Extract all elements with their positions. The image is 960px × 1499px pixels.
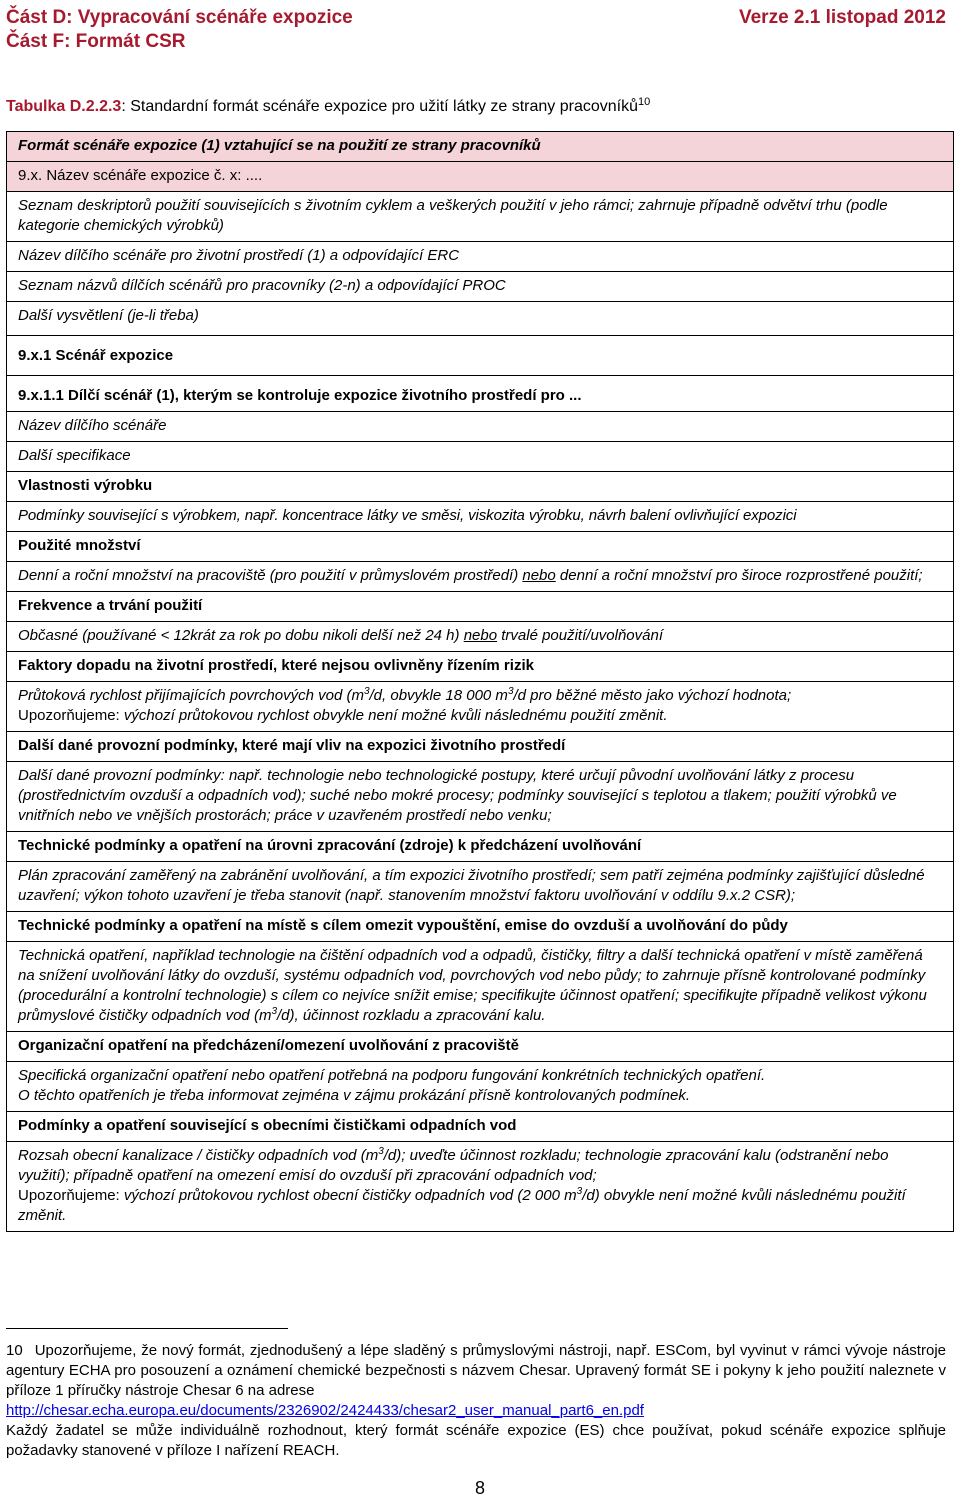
onsite-measures-text-c: /d), účinnost rozkladu a zpracování kalu. [277, 1007, 546, 1024]
amount-used-text-c: denní a roční množství pro široce rozprostřené použití; [555, 567, 923, 584]
worker-subscenarios-text: Seznam názvů dílčích scénářů pro pracovníky (2-n) a odpovídající PROC [18, 277, 506, 294]
operational-conditions-row [7, 762, 953, 832]
subscenario-name-text: Název dílčího scénáře [18, 417, 167, 434]
municipal-stp-note-b: /d) obvykle není možné kvůli následnému použití změnit. [18, 1187, 906, 1224]
amount-used-or: nebo [522, 567, 556, 584]
flow-rate-sup-2: 3 [507, 686, 514, 697]
env-factors-heading [7, 652, 953, 682]
page-header [6, 6, 946, 54]
table-caption-text: : Standardní formát scénáře expozice pro užití látky ze strany pracovníků [121, 98, 639, 115]
further-spec-row [7, 442, 953, 472]
product-properties-text: Vlastnosti výrobku [18, 477, 153, 494]
descriptors-text: Seznam deskriptorů použití souvisejících s životním cyklem a veškerých použití v jeho rámci; zahrnuje případně odvětví trhu (podle kategorie chemických výrobků) [18, 197, 888, 234]
municipal-stp-row [7, 1142, 953, 1231]
onsite-measures-heading-text: Technické podmínky a opatření na místě s cílem omezit vypouštění, emise do ovzduší a uvolňování do půdy [18, 917, 788, 934]
product-conditions-row [7, 502, 953, 532]
operational-conditions-heading-text: Další dané provozní podmínky, které mají vliv na expozici životního prostředí [18, 737, 566, 754]
worker-subscenarios-row [7, 272, 953, 302]
further-spec-text: Další specifikace [18, 447, 131, 464]
organisational-row [7, 1062, 953, 1112]
footnote-text-2: Každý žadatel se může individuálně rozhodnout, který formát scénáře expozice (ES) chce používat, pokud scénáře expozice splňuje požadavky stanovené v příloze I nařízení REACH. [6, 1422, 946, 1459]
header-part-d: Část D: Vypracování scénáře expozice [6, 7, 353, 28]
further-explanation-text: Další vysvětlení (je-li třeba) [18, 307, 199, 324]
footnote-separator [6, 1328, 288, 1329]
amount-used-heading [7, 532, 953, 562]
operational-conditions-text: Další dané provozní podmínky: např. technologie nebo technologické postupy, které určují původní uvolňování látky z procesu (prostřednictvím ovzduší a odpadních vod); suché nebo mokré procesy; podmínky související s teplotou a tlakem; použití výrobků ve vnitřních nebo ve vnějších prostorách; práce v uzavřeném prostředí nebo venku; [18, 767, 897, 824]
frequency-or: nebo [463, 627, 498, 644]
footnote [6, 1341, 946, 1461]
table-caption [6, 97, 650, 117]
frequency-text-a: Občasné (používané < 12krát za rok po dobu nikoli delší než 24 h) [18, 627, 464, 644]
flow-rate-text-c: /d, obvykle 18 000 m [369, 687, 508, 704]
municipal-stp-sup-2: 3 [576, 1186, 583, 1197]
header-part-f: Část F: Formát CSR [6, 31, 186, 52]
frequency-text-c: trvalé použití/uvolňování [497, 627, 663, 644]
table-title-text: Formát scénáře expozice (1) vztahující se na použití ze strany pracovníků [18, 137, 541, 154]
env-subscenario-row [7, 242, 953, 272]
process-level-heading-text: Technické podmínky a opatření na úrovni zpracování (zdroje) k předcházení uvolňování [18, 837, 642, 854]
municipal-stp-sup-1: 3 [378, 1146, 384, 1157]
product-properties-heading [7, 472, 953, 502]
frequency-heading-text: Frekvence a trvání použití [18, 597, 203, 614]
footnote-text-1: Upozorňujeme, že nový formát, zjednodušený a lépe sladěný s průmyslovými nástroji, např. ESCom, byl vyvinut v rámci vývoje nástroje agentury ECHA pro posouzení a oznámení chemické bezpečnosti s názvem Chesar. Upravený formát SE i pokyny k jeho použití naleznete v příloze 1 příručky nástroje Chesar 6 na adrese [6, 1342, 946, 1399]
footnote-reference[interactable]: 10 [638, 96, 651, 108]
organisational-text-a: Specifická organizační opatření nebo opatření potřebná na podporu fungování konkrétních technických opatření. [18, 1067, 766, 1084]
env-factors-row [7, 682, 953, 732]
scenario-name-text: 9.x. Název scénáře expozice č. x: .... [18, 167, 263, 184]
amount-used-text: Použité množství [18, 537, 141, 554]
onsite-measures-row [7, 942, 953, 1032]
onsite-measures-text-a: Technická opatření, například technologie na čištění odpadních vod a odpadů, čističky, filtry a další technická opatření v místě zaměřená na snížení uvolňování látky do ovzduší, systému odpadních vod, povrchových vod nebo půdy; to zahrnuje přísně kontrolované podmínky (procedurální a kontrolní technologie) s cílem co nejvíce snížit emise; specifikujte účinnost opatření; specifikujte případně velikost výkonu průmyslové čističky odpadních vod (m [18, 947, 927, 1024]
amount-used-text-a: Denní a roční množství na pracoviště (pro použití v průmyslovém prostředí) [18, 567, 523, 584]
flow-rate-text-e: /d pro běžné město jako výchozí hodnota; [513, 687, 792, 704]
section-9x1-row [7, 336, 953, 376]
onsite-measures-sup: 3 [271, 1006, 277, 1017]
section-9x11-row [7, 376, 953, 412]
process-level-heading [7, 832, 953, 862]
process-level-row [7, 862, 953, 912]
descriptors-row [7, 192, 953, 242]
municipal-stp-text-c: /d); uveďte účinnost rozkladu; technologie zpracování kalu (odstranění nebo využití); případně opatření na omezení emisí do ovzduší při zpracování odpadních vod; [18, 1147, 889, 1184]
flow-rate-sup-1: 3 [363, 686, 370, 697]
table-title-row [7, 132, 953, 162]
municipal-stp-note-label: Upozorňujeme: [18, 1187, 124, 1204]
env-subscenario-text: Název dílčího scénáře pro životní prostředí (1) a odpovídající ERC [18, 247, 460, 264]
further-explanation-row [7, 302, 953, 336]
scenario-name-row [7, 162, 953, 192]
product-conditions-text: Podmínky související s výrobkem, např. koncentrace látky ve směsi, viskozita výrobku, návrh balení ovlivňující expozici [18, 507, 797, 524]
footnote-number: 10 [6, 1342, 23, 1359]
flow-rate-note-text: výchozí průtokovou rychlost obvykle není možné kvůli následnému použití změnit. [123, 707, 668, 724]
section-9x1-text: 9.x.1 Scénář expozice [18, 347, 174, 364]
municipal-stp-note-a: výchozí průtokovou rychlost obecní čističky odpadních vod (2 000 m [123, 1187, 577, 1204]
municipal-stp-heading [7, 1112, 953, 1142]
flow-rate-text-a: Průtoková rychlost přijímajících povrchových vod (m [18, 687, 364, 704]
process-level-text: Plán zpracování zaměřený na zabránění uvolňování, a tím expozici životního prostředí; sem patří zejména podmínky zajišťující důsledné uzavření; výkon tohoto uzavření je třeba stanovit (např. stanovením množství faktoru uvolňování v oddílu 9.x.2 CSR); [18, 867, 925, 904]
organisational-text-b: O těchto opatřeních je třeba informovat zejména v zájmu prokázání přísně kontrolovaných podmínek. [18, 1087, 691, 1104]
table-number: Tabulka D.2.2.3 [6, 98, 122, 115]
municipal-stp-text-a: Rozsah obecní kanalizace / čističky odpadních vod (m [18, 1147, 379, 1164]
frequency-row [7, 622, 953, 652]
subscenario-name-row [7, 412, 953, 442]
operational-conditions-heading [7, 732, 953, 762]
municipal-stp-heading-text: Podmínky a opatření související s obecními čističkami odpadních vod [18, 1117, 517, 1134]
env-factors-heading-text: Faktory dopadu na životní prostředí, které nejsou ovlivněny řízením rizik [18, 657, 534, 674]
amount-used-row [7, 562, 953, 592]
frequency-heading [7, 592, 953, 622]
onsite-measures-heading [7, 912, 953, 942]
page-number: 8 [474, 1478, 485, 1498]
header-left [6, 6, 353, 54]
organisational-heading [7, 1032, 953, 1062]
section-9x11-text: 9.x.1.1 Dílčí scénář (1), kterým se kontroluje expozice životního prostředí pro ... [18, 387, 582, 404]
chesar-manual-link[interactable]: http://chesar.echa.europa.eu/documents/2326902/2424433/chesar2_user_manual_part6_en.pdf [6, 1402, 644, 1419]
header-version: Verze 2.1 listopad 2012 [738, 7, 946, 28]
flow-rate-note-label: Upozorňujeme: [18, 707, 124, 724]
organisational-heading-text: Organizační opatření na předcházení/omezení uvolňování z pracoviště [18, 1037, 519, 1054]
exposure-scenario-table [6, 131, 954, 1232]
